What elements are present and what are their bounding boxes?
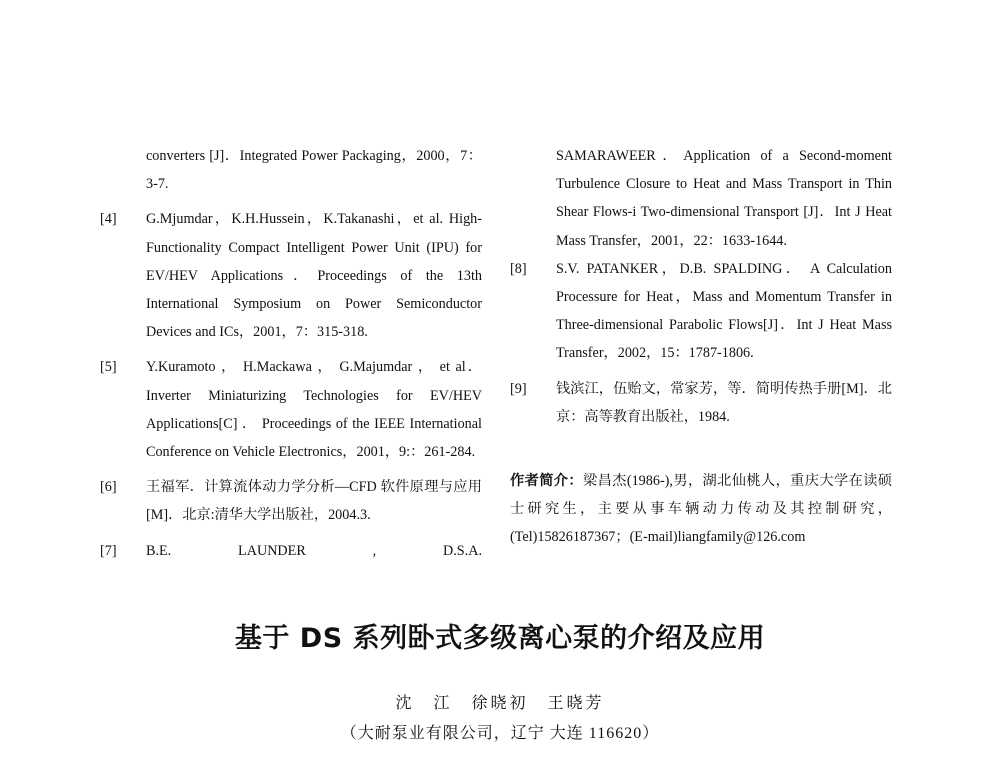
reference-continuation: converters [J]．Integrated Power Packaging，2000，7：3-7. <box>146 148 482 193</box>
reference-continuation: SAMARAWEER．Application of a Second-moment Turbulence Closure to Heat and Mass Transport in Thin Shear Flows-i Two-dimensional Transport [J]．Int J Heat Mass Transfer，2001，22：1633-1644. <box>556 148 892 249</box>
right-column <box>510 142 892 552</box>
reference-text: S.V. PATANKER，D.B. SPALDING． A Calculation Processure for Heat，Mass and Momentum Transfer in Three-dimensional Parabolic Flows[J]．Int J Heat Mass Transfer，2002，15：1787-1806. <box>556 260 892 362</box>
reference-item <box>100 537 482 565</box>
author-bio-label: 作者简介： <box>510 473 584 490</box>
reference-text: G.Mjumdar，K.H.Hussein，K.Takanashi，et al. High-Functionality Compact Intelligent Power Unit (IPU) for EV/HEV Applications．Proceedings of the 13th International Symposium on Power Semiconductor Devices and ICs，2001，7：315-318. <box>146 211 482 341</box>
article-authors: 沈 江 徐晓初 王晓芳 <box>395 695 605 712</box>
reference-item <box>510 375 892 431</box>
reference-number: [6] <box>100 479 117 496</box>
reference-item <box>100 353 482 466</box>
reference-number: [8] <box>510 260 527 277</box>
left-column <box>100 142 482 565</box>
author-bio <box>510 467 892 552</box>
reference-item <box>510 255 892 368</box>
reference-text: 王福军．计算流体动力学分析—CFD 软件原理与应用[M]．北京:清华大学出版社，2004.3. <box>146 479 482 524</box>
reference-number: [5] <box>100 359 117 376</box>
reference-number: [7] <box>100 542 117 559</box>
reference-item <box>100 473 482 529</box>
reference-number: [4] <box>100 211 117 228</box>
article-affiliation: （大耐泵业有限公司，辽宁 大连 116620） <box>340 725 660 742</box>
reference-item <box>100 205 482 346</box>
author-bio-text: 梁昌杰(1986-),男，湖北仙桃人，重庆大学在读硕士研究生，主要从事车辆动力传动及其控制研究，(Tel)15826187367；(E-mail)liangfamily@126.com <box>510 473 892 546</box>
reference-text: B.E. LAUNDER , D.S.A. <box>146 542 482 559</box>
reference-text: 钱滨江，伍贻文，常家芳，等．简明传热手册[M]．北京：高等教育出版社，1984. <box>556 380 892 425</box>
reference-text: Y.Kuramoto ， H.Mackawa ， G.Majumdar ， et al．Inverter Miniaturizing Technologies for EV/HEV Applications[C] ． Proceedings of the IEEE International Conference on Vehicle Electronics，2001，9:：261-284. <box>146 359 482 461</box>
article-title: 基于 DS 系列卧式多级离心泵的介绍及应用 <box>234 623 766 654</box>
reference-number: [9] <box>510 380 527 397</box>
